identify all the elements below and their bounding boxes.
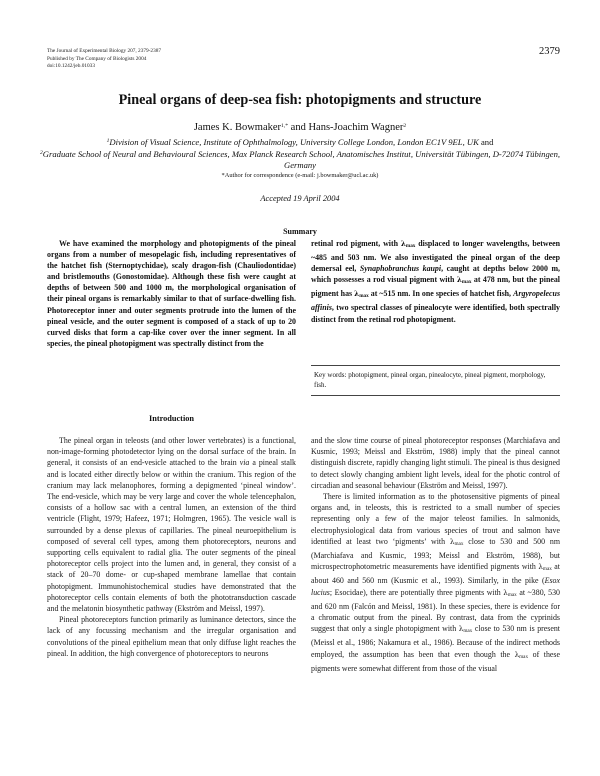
lambda-symbol: λ bbox=[449, 536, 455, 546]
affiliation-mark: 1 bbox=[106, 138, 110, 144]
max-subscript: max bbox=[542, 566, 552, 573]
affiliation-2 bbox=[40, 148, 560, 171]
accepted-date: Accepted 19 April 2004 bbox=[260, 194, 340, 203]
summary-heading: Summary bbox=[283, 227, 317, 236]
author-name: James K. Bowmaker bbox=[193, 122, 282, 133]
max-subscript: max bbox=[405, 243, 416, 249]
author-conjunction: and bbox=[288, 122, 309, 133]
species-name: Synaphobranchus kaupi bbox=[359, 264, 442, 274]
intro-paragraph-2: Pineal photoreceptors function primarily as luminance detectors, since the lack of any focussing mechanism and the irregular organisation and convolutions of the pineal epithelium mean that only diffuse light reaches the pineal. In addition, the high convergence of photoreceptors to neurons bbox=[47, 615, 296, 658]
keywords-bottom-rule bbox=[311, 395, 560, 396]
max-subscript: max bbox=[507, 591, 517, 598]
intro-left-column bbox=[47, 435, 296, 659]
max-subscript: max bbox=[359, 293, 369, 300]
correspondence-note: *Author for correspondence (e-mail: j.bowmaker@ucl.ac.uk) bbox=[221, 172, 379, 179]
affiliation-text: Graduate School of Neural and Behavioural Sciences, Max Planck Research School, Anatomisches Institut, Universität Tübingen, D-72074 Tübingen, Germany bbox=[42, 149, 561, 171]
text-run: at ~380, 530 and 620 nm (Falcón and Meissl, 1981). In these species, there is evidence for a chromatic output from the pineal. By contrast, data from the cyprinids suggest that only a single photopigment with bbox=[311, 587, 560, 634]
page-number: 2379 bbox=[539, 46, 560, 57]
text-run: a pineal stalk and is located either directly below or within the cranium. This region of the cranium may lack melanophores, forming a depigmented ‘pineal window’. The end-vesicle, which may be very large and cover the whole telencephalon, consists of a hollow sac with a central lumen, an extension of the third ventricle (Flight, 1979; Hafeez, 1971; Holmgren, 1965). The vesicle wall is surrounded by a dense plexus of capillaries. The pineal neuroepithelium is composed of several cell types, among them photoreceptors, neurons and supporting cells equivalent to radial glia. The outer segments of the pineal photoreceptor cells project into the lumen and, in general, they consist of a stack of 20–70 dome- or cup-shaped membrane lamellae that contain photopigment. Immunohistochemical studies have demonstrated that the photoreceptor cells contain elements of both the phototransduction cascade and the melatonin biosynthetic pathway (Ekström and Meissl, 1997). bbox=[47, 458, 297, 614]
text-run: at about 460 and 560 nm (Kusmic et al., 1993). Similarly, in the pike ( bbox=[311, 562, 561, 586]
lambda-symbol: λ bbox=[400, 239, 406, 248]
text-run: ; Esocidae), there are potentially three pigments with bbox=[329, 587, 504, 597]
intro-paragraph-cont: and the slow time course of pineal photoreceptor responses (Marchiafava and Kusmic, 1993; Meissl and Ekström, 1988) imply that the pineal cannot distinguish discrete, rapidly changing light stimuli. The pineal is thus designed to detect slowly changing ambient light levels, ideal for the photic control of circadian and seasonal behaviour (Ekström and Meissl, 1997). bbox=[311, 436, 560, 490]
lambda-symbol: λ bbox=[456, 275, 462, 285]
summary-paragraph-cont bbox=[311, 238, 560, 325]
intro-right-column bbox=[311, 435, 560, 674]
journal-citation: The Journal of Experimental Biology 207, 2379-2387 bbox=[47, 48, 162, 54]
keywords-top-rule bbox=[311, 365, 560, 366]
affiliation-text: Division of Visual Science, Institute of Ophthalmology, University College London, London EC1V 9EL, UK bbox=[109, 137, 479, 147]
affiliation-1 bbox=[40, 136, 560, 148]
max-subscript: max bbox=[519, 653, 529, 660]
author-name: Hans-Joachim Wagner bbox=[308, 122, 404, 133]
lambda-symbol: λ bbox=[503, 587, 508, 597]
text-run: close to 530 nm is present (Meissl et al., 1986; Nakamura et al., 1986). Because of the indirect methods employed, the assumption has been that even though the bbox=[311, 624, 560, 659]
max-subscript: max bbox=[454, 540, 464, 547]
text-run: The pineal organ in teleosts (and other lower vertebrates) is a functional, non-image-forming photodetector lying on the dorsal surface of the brain. In general, it consists of an end-vesicle attached to the brain bbox=[47, 436, 296, 468]
author-marks: 1,* bbox=[281, 123, 289, 129]
text-run: close to 530 and 500 nm (Marchiafava and Kusmic, 1993; Meissl and Ekström, 1988), but microspectrophotometric measurements have identified pigments with bbox=[311, 536, 560, 572]
author-marks: 2 bbox=[403, 123, 407, 129]
intro-paragraph-3 bbox=[311, 491, 560, 674]
species-name: Argyropelecus affinis bbox=[311, 289, 561, 313]
text-run: of these pigments were somewhat different from those of the visual bbox=[311, 649, 560, 673]
text-run: There is limited information as to the photosensitive pigments of pineal organs and, in teleosts, this is restricted to a small number of species representing only a few of the major teleost families. In salmonids, electrophysiological data from various species of trout and salmon have identified at least two ‘pigments’ with bbox=[311, 492, 560, 546]
lambda-symbol: λ bbox=[514, 649, 520, 659]
intro-paragraph-1 bbox=[47, 435, 296, 614]
summary-paragraph: We have examined the morphology and photopigments of the pineal organs from a number of mesopelagic fish, including representatives of the hatchet fish (Sternoptychidae), scaly dragon-fish (Chauliodontidae) and bristlemouths (Gonostomidae). Although these fish were caught at depths of between 500 and 1000 m, the morphological organisation of their pineal organs is remarkably similar to that of surface-dwelling fish. Photoreceptor inner and outer segments protrude into the lumen of the pineal vesicle, and the outer segment is composed of a stack of up to 20 curved disks that form a cap-like cover over the inner segment. In all species, the pineal photopigment was spectrally distinct from the bbox=[47, 239, 296, 348]
max-subscript: max bbox=[461, 279, 472, 286]
affiliations bbox=[40, 136, 560, 172]
lambda-symbol: λ bbox=[354, 289, 360, 299]
lambda-symbol: λ bbox=[538, 562, 543, 572]
journal-publisher: Published by The Company of Biologists 2004 bbox=[47, 55, 147, 62]
text-run: at 478 nm, but the pineal pigment has bbox=[311, 275, 560, 299]
introduction-heading: Introduction bbox=[148, 414, 195, 423]
text-run: , two spectral classes of pinealocyte were identified, both spectrally distinct from the retinal rod photopigment. bbox=[311, 303, 560, 324]
summary-left-column bbox=[47, 238, 296, 349]
keywords: Key words: photopigment, pineal organ, pinealocyte, pineal pigment, morphology, fish. bbox=[314, 371, 546, 390]
lambda-symbol: λ bbox=[458, 624, 464, 634]
max-subscript: max bbox=[463, 628, 473, 635]
text-run: displaced to longer wavelengths, between ~485 and 503 nm. We also investigated the pineal organ of the deep demersal eel, bbox=[311, 239, 560, 274]
affiliation-mark: 2 bbox=[40, 150, 43, 157]
text-run: , caught at depths below 2000 m, which possesses a rod visual pigment with bbox=[311, 264, 560, 285]
species-name: Esox lucius bbox=[311, 576, 560, 597]
affiliation-connector: and bbox=[478, 137, 494, 147]
summary-right-column bbox=[311, 238, 560, 325]
text-run: at ~515 nm. In one species of hatchet fish, bbox=[368, 289, 514, 299]
text-run: retinal rod pigment, with bbox=[311, 239, 401, 248]
italic-word: via bbox=[239, 458, 250, 468]
journal-info bbox=[47, 48, 287, 71]
paper-title: Pineal organs of deep-sea fish: photopigments and structure bbox=[118, 92, 482, 108]
journal-doi: doi:10.1242/jeb.01033 bbox=[47, 63, 95, 70]
author-list bbox=[0, 122, 600, 133]
